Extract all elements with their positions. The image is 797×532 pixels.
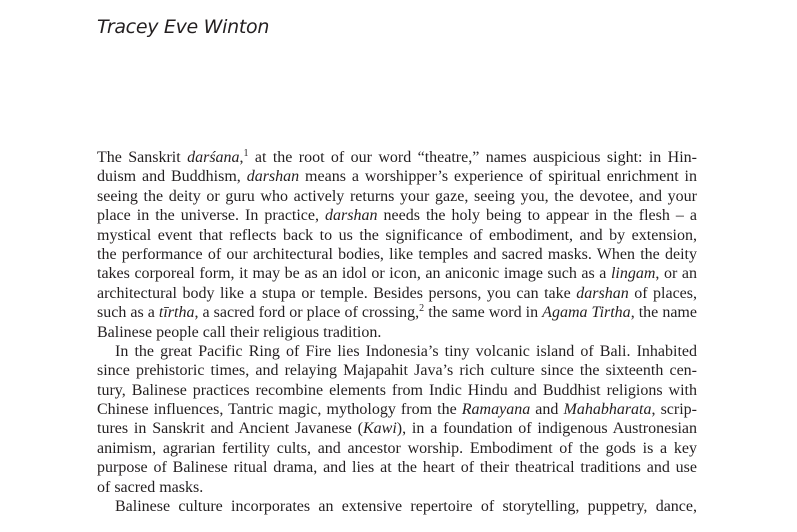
text-run: and [530, 401, 564, 419]
text-run: tures in Sanskrit and Ancient Javanese ( [97, 420, 363, 438]
body-text [97, 148, 697, 516]
text-run: The Sanskrit [97, 149, 188, 166]
text-run: the performance of our architectural bodies, like temples and sacred masks. When the deity [97, 245, 697, 263]
text-run: Balinese people call their religious tradition. [97, 323, 382, 341]
text-run: place in the universe. In practice, [97, 207, 326, 225]
italic-term: tīrtha [158, 304, 195, 322]
text-line [97, 167, 697, 186]
italic-term: Kawi [362, 420, 397, 438]
text-line [97, 264, 697, 283]
text-line [97, 303, 697, 322]
text-run: purpose of Balinese ritual drama, and lies at the heart of their theatrical traditions and use [97, 459, 697, 477]
text-line [97, 497, 697, 516]
text-line [97, 381, 697, 400]
footnote-reference: 1 [243, 148, 249, 159]
text-line [97, 361, 697, 380]
text-run: of places, [628, 284, 697, 302]
text-run: architectural body like a stupa or temple. Besides persons, you can take [97, 284, 577, 302]
paragraph [97, 497, 697, 516]
text-run: takes corporeal form, it may be as an idol or icon, an aniconic image such as a [97, 265, 611, 283]
italic-term: Mahabharata [563, 401, 652, 419]
text-run: at the root of our word “theatre,” names auspicious sight: in Hin- [248, 149, 698, 166]
text-run: , [239, 149, 244, 166]
italic-term: darshan [246, 168, 300, 186]
text-run: duism and Buddhism, [97, 168, 247, 186]
text-line [97, 419, 697, 438]
text-line [97, 284, 697, 303]
text-line [97, 148, 697, 167]
italic-term: darshan [576, 284, 629, 302]
text-line [97, 206, 697, 225]
italic-term: Ramayana [461, 401, 531, 419]
text-run: In the great Pacific Ring of Fire lies Indonesia’s tiny volcanic island of Bali. Inhabited [115, 342, 697, 360]
text-run: means a worshipper’s experience of spiritual enrichment in [299, 168, 698, 186]
text-line [97, 478, 697, 497]
italic-term: Agama Tirtha [542, 304, 631, 322]
text-run: the same word in [424, 304, 543, 322]
text-run: , a sacred ford or place of crossing, [194, 304, 420, 322]
text-run: since prehistoric times, and relaying Majapahit Java’s rich culture since the sixteenth cen- [97, 362, 697, 380]
text-run: , or an [655, 265, 697, 283]
text-run: , scrip- [651, 401, 697, 419]
text-run: tury, Balinese practices recombine elements from Indic Hindu and Buddhist religions with [97, 381, 697, 399]
text-run: Chinese influences, Tantric magic, mythology from the [97, 401, 462, 419]
text-run: such as a [97, 304, 159, 322]
text-line [97, 458, 697, 477]
running-head-author: Tracey Eve Winton [97, 16, 270, 38]
text-line [97, 226, 697, 245]
text-line [97, 323, 697, 342]
italic-term: darśana [187, 149, 240, 166]
text-line [97, 439, 697, 458]
italic-term: lingam [610, 265, 656, 283]
paragraph [97, 342, 697, 497]
text-run: mystical event that reflects back to us the significance of embodiment, and by extension, [97, 226, 697, 244]
paragraph [97, 148, 697, 342]
text-run: , the name [630, 304, 697, 322]
text-run: animism, agrarian fertility cults, and ancestor worship. Embodiment of the gods is a key [97, 439, 697, 457]
text-line [97, 342, 697, 361]
text-line [97, 400, 697, 419]
text-run: needs the holy being to appear in the flesh – a [377, 207, 697, 225]
text-run: Balinese culture incorporates an extensive repertoire of storytelling, puppetry, dance, [115, 498, 697, 516]
text-line [97, 245, 697, 264]
text-run: of sacred masks. [97, 478, 204, 496]
text-run: ), in a foundation of indigenous Austronesian [396, 420, 698, 438]
text-line [97, 187, 697, 206]
footnote-reference: 2 [419, 303, 425, 315]
text-run: seeing the deity or guru who actively returns your gaze, seeing you, the devotee, and your [97, 187, 697, 205]
italic-term: darshan [325, 207, 378, 225]
